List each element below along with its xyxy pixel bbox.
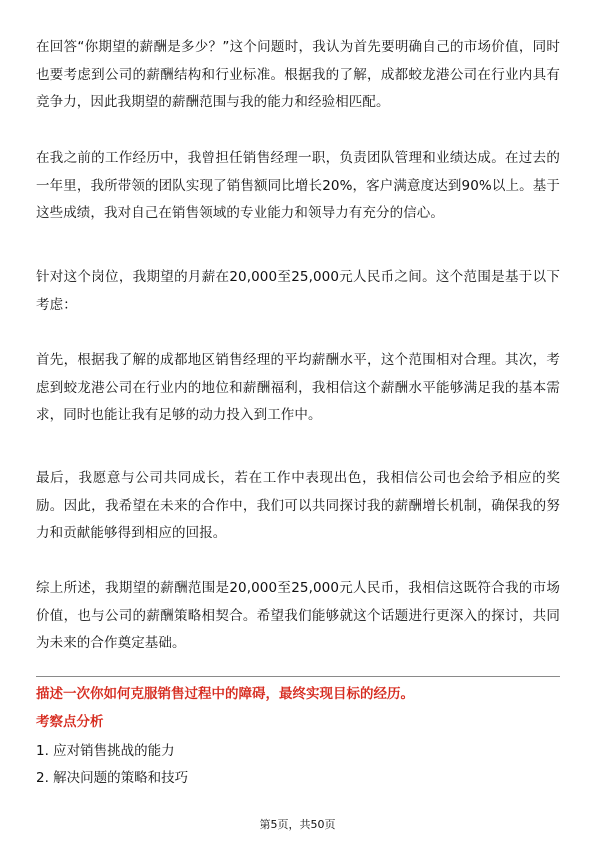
paragraph-experience: 在我之前的工作经历中，我曾担任销售经理一职，负责团队管理和业绩达成。在过去的一年里，我所带领的团队实现了销售额同比增长20%，客户满意度达到90%以上。基于这些成绩，我对自己在销售领域的专业能力和领导力有充分的信心。: [36, 150, 560, 221]
page-number: 第5页，共50页: [259, 818, 336, 831]
paragraph-intro: 在回答“你期望的薪酬是多少？”这个问题时，我认为首先要明确自己的市场价值，同时也要考虑到公司的薪酬结构和行业标准。根据我的了解，成都蛟龙港公司在行业内具有竞争力，因此我期望的薪酬范围与我的能力和经验相匹配。: [36, 39, 560, 110]
paragraph-salary-range: 针对这个岗位，我期望的月薪在20,000至25,000元人民币之间。这个范围是基于以下考虑：: [36, 269, 560, 313]
paragraph-conclusion: 综上所述，我期望的薪酬范围是20,000至25,000元人民币，我相信这既符合我的市场价值，也与公司的薪酬策略相契合。希望我们能够就这个话题进行更深入的探讨，共同为未来的合作奠定基础。: [36, 580, 560, 651]
next-question: 描述一次你如何克服销售过程中的障碍，最终实现目标的经历。: [36, 686, 414, 702]
analysis-point: 2. 解决问题的策略和技巧: [36, 770, 189, 786]
analysis-point: 1. 应对销售挑战的能力: [36, 743, 175, 759]
paragraph-reason-first: 首先，根据我了解的成都地区销售经理的平均薪酬水平，这个范围相对合理。其次，考虑到蛟龙港公司在行业内的地位和薪酬福利，我相信这个薪酬水平能够满足我的基本需求，同时也能让我有足够的动力投入到工作中。: [36, 352, 560, 423]
section-divider: [36, 676, 560, 677]
paragraph-reason-last: 最后，我愿意与公司共同成长，若在工作中表现出色，我相信公司也会给予相应的奖励。因此，我希望在未来的合作中，我们可以共同探讨我的薪酬增长机制，确保我的努力和贡献能够得到相应的回报。: [36, 470, 560, 541]
analysis-title: 考察点分析: [36, 714, 104, 730]
